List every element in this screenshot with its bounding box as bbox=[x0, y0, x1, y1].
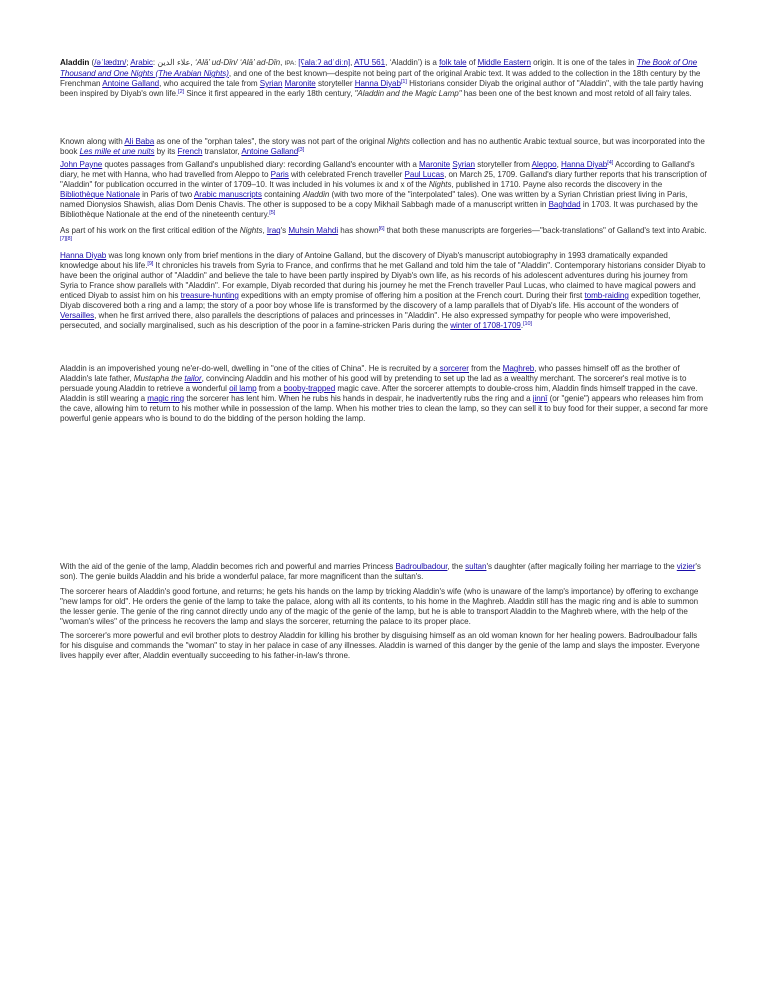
treasure-hunting-link[interactable]: treasure-hunting bbox=[180, 291, 239, 300]
maronite-link-2[interactable]: Maronite bbox=[419, 160, 451, 169]
text-run: , when he first arrived there, also parallels the descriptions of palaces and princesses in "Aladdin". He also expressed sympathy for people who were impoverished, persecuted, and socially marginalised, such as his description of the poor in a famine-stricken Paris during the bbox=[60, 311, 671, 330]
text-run: , on March 25, 1709. Galland's diary further reports that his transcription of "Aladdin" for publication occurred in the winter of 1709–10. It was included in his volumes ix and x of the bbox=[60, 170, 707, 189]
film-title: "Aladdin and the Magic Lamp" bbox=[354, 89, 462, 98]
intro-paragraph: Aladdin (/əˈlædɪn/; Arabic: علاء الدين, ‘Alā’ ud-Dīn/ ‘Alā’ ad-Dīn, IPA: [ʕalaːʔ adˈdiːn], ATU 561, ‘Aladdin’) is a folk tale of Middle Eastern origin. It is one of the tales in The Book of One Thousand and One Nights (The Arabian Nights), and one of the best known—despite not being part of the original Arabic text. It was added to the collection in the 18th century by the Frenchman Antoine Galland, who acquired the tale from Syrian Maronite storyteller Hanna Diyab[1] Historians consider Diyab the original author of "Aladdin", with the tale partly having been inspired by Diyab's own life.[2] Since it first appeared in the early 18th century, "Aladdin and the Magic Lamp" has been one of the best known and most retold of all fairy tales. bbox=[60, 58, 704, 98]
text-run: 's son). The genie builds Aladdin and his bride a wonderful palace, far more magnificent than the sultan's. bbox=[60, 562, 701, 581]
atu-gloss: ‘Aladdin’ bbox=[389, 58, 420, 67]
text-run: in Paris of two bbox=[139, 190, 194, 199]
text-run: in 1703. It was purchased by the Bibliothèque Nationale at the end of the nineteenth century. bbox=[60, 200, 698, 219]
orphan-tales-paragraph bbox=[60, 137, 708, 157]
text-run: . bbox=[520, 321, 524, 330]
reference-6[interactable]: [6] bbox=[378, 226, 385, 232]
text-run: , bbox=[556, 160, 561, 169]
text-run: the sorcerer has lent him. When he rubs his hands in despair, he inadvertently rubs the ring and a bbox=[184, 394, 533, 403]
aladdin-italic: Aladdin bbox=[302, 190, 330, 199]
diyab-paragraph bbox=[60, 251, 708, 331]
antoine-galland-link-2[interactable]: Antoine Galland bbox=[241, 147, 299, 156]
text-run: expeditions with an empty promise of offering him a position at the French court. During their first bbox=[238, 291, 585, 300]
reference-4[interactable]: [4] bbox=[607, 160, 614, 166]
plot-paragraph-2 bbox=[60, 562, 708, 582]
text-run: With the aid of the genie of the lamp, Aladdin becomes rich and powerful and marries Princess bbox=[60, 562, 396, 571]
text-run: was long known only from brief mentions in the diary of Antoine Galland, but the discovery of Diyab's manuscript autobiography in 1993 dramatically expanded knowledge about his life. bbox=[60, 251, 668, 270]
reference-1[interactable]: [1] bbox=[400, 79, 407, 85]
text-run: , and one of the best known—despite not being part of the original Arabic text. It was added to the collection in the 18th century by the Frenchman bbox=[60, 69, 701, 88]
text-run: , bbox=[262, 226, 267, 235]
jinni-link[interactable]: jinnī bbox=[532, 394, 548, 403]
nights-italic-3: Nights bbox=[239, 226, 263, 235]
text-run: Aladdin is an impoverished young ne'er-do-well, dwelling in "one of the cities of China". He is recruited by a bbox=[60, 364, 440, 373]
text-run: 's bbox=[280, 226, 289, 235]
text-run: as one of the "orphan tales", the story was not part of the original bbox=[154, 137, 388, 146]
plot-paragraph-1 bbox=[60, 364, 708, 424]
sultan-link[interactable]: sultan bbox=[465, 562, 487, 571]
text-run: , who acquired the tale from bbox=[159, 79, 260, 88]
text-run: has been one of the best known and most retold of all fairy tales. bbox=[461, 89, 692, 98]
arabic-transliteration: ‘Alā’ ud-Dīn/ ‘Alā’ ad-Dīn bbox=[194, 58, 281, 67]
text-run: from the bbox=[468, 364, 503, 373]
syrian-link-2[interactable]: Syrian bbox=[452, 160, 475, 169]
text-run: expedition together, Diyab discovered both a ring and a lamp; the story of a poor boy whose life is transformed by the discovery of a lamp parallels that of Diyab's life. His account of the wonders of bbox=[60, 291, 701, 310]
baghdad-link[interactable]: Baghdad bbox=[548, 200, 581, 209]
paris-link[interactable]: Paris bbox=[270, 170, 289, 179]
text-run: with celebrated French traveller bbox=[288, 170, 405, 179]
text-run: Known along with bbox=[60, 137, 125, 146]
ipa-arabic-link[interactable]: [ʕalaːʔ adˈdiːn] bbox=[298, 58, 351, 67]
maronite-link[interactable]: Maronite bbox=[284, 79, 316, 88]
middle-eastern-link[interactable]: Middle Eastern bbox=[477, 58, 531, 67]
mahdi-paragraph bbox=[60, 226, 708, 246]
reference-2[interactable]: [2] bbox=[178, 89, 185, 95]
title-word: Aladdin bbox=[60, 58, 90, 67]
text-run: of bbox=[466, 58, 478, 67]
versailles-link[interactable]: Versailles bbox=[60, 311, 95, 320]
hanna-diyab-link-2[interactable]: Hanna Diyab bbox=[560, 160, 608, 169]
oil-lamp-link[interactable]: oil lamp bbox=[229, 384, 257, 393]
antoine-galland-link[interactable]: Antoine Galland bbox=[102, 79, 160, 88]
ali-baba-link[interactable]: Ali Baba bbox=[124, 137, 155, 146]
mille-nuits-link[interactable] bbox=[80, 147, 155, 156]
text-run: , the bbox=[447, 562, 466, 571]
badroulbadour-link[interactable]: Badroulbadour bbox=[395, 562, 448, 571]
tomb-raiding-link[interactable]: tomb-raiding bbox=[584, 291, 629, 300]
mustapha-italic: Mustapha the bbox=[133, 374, 185, 383]
atu-link[interactable]: ATU 561 bbox=[354, 58, 386, 67]
sorcerer-link[interactable]: sorcerer bbox=[439, 364, 469, 373]
booby-trapped-link[interactable]: booby-trapped bbox=[283, 384, 336, 393]
arabic-link[interactable]: Arabic bbox=[130, 58, 153, 67]
nights-italic-2: Nights bbox=[428, 180, 452, 189]
text-run: ) is a bbox=[419, 58, 440, 67]
mille-nuits-title: Les mille et une nuits bbox=[79, 147, 155, 156]
text-run: storyteller bbox=[315, 79, 355, 88]
text-run: by its bbox=[154, 147, 178, 156]
syrian-link[interactable]: Syrian bbox=[259, 79, 283, 88]
ipa-label: IPA: bbox=[284, 60, 297, 67]
text-run: Since it first appeared in the early 18th century, bbox=[184, 89, 355, 98]
arabic-script: علاء الدين bbox=[157, 58, 191, 67]
aleppo-link[interactable]: Aleppo bbox=[531, 160, 557, 169]
text-run: As part of his work on the first critical edition of the bbox=[60, 226, 240, 235]
text-run: has shown bbox=[338, 226, 379, 235]
text-run: quotes passages from Galland's unpublished diary: recording Galland's encounter with a bbox=[102, 160, 420, 169]
magic-ring-link[interactable]: magic ring bbox=[147, 394, 185, 403]
reference-3[interactable]: [3] bbox=[298, 147, 305, 153]
payne-paragraph bbox=[60, 160, 708, 220]
text-run: magic cave. After the sorcerer attempts to double-cross him, Aladdin finds himself trapped in the cave. Aladdin is still wearing a bbox=[60, 384, 698, 403]
text-run: , convincing Aladdin and his mother of his good will by pretending to set up the lad as a wealthy merchant. The sorcerer's real motive is to persuade young Aladdin to retrieve a wonderful bbox=[60, 374, 687, 393]
reference-7-8[interactable]: [7][8] bbox=[60, 236, 72, 242]
text-run: (with two more of the "interpolated" tales). One was written by a Syrian Christian priest living in Paris, named Dionysios Shawish, alias Dom Denis Chavis. The other is supposed to be a copy Mikhail Sabbagh made of a manuscript written in bbox=[60, 190, 688, 209]
text-run: , who passes himself off as the brother of Aladdin's late father, bbox=[60, 364, 680, 383]
hanna-diyab-link-3[interactable]: Hanna Diyab bbox=[60, 251, 107, 260]
hanna-diyab-link[interactable]: Hanna Diyab bbox=[354, 79, 401, 88]
text-run: origin. It is one of the tales in bbox=[530, 58, 637, 67]
john-payne-link[interactable]: John Payne bbox=[60, 160, 103, 169]
ipa-link[interactable]: /əˈlædɪn/ bbox=[94, 58, 127, 67]
text-run: storyteller from bbox=[475, 160, 532, 169]
nights-italic: Nights bbox=[387, 137, 410, 146]
text-run: 's daughter (after magically foiling her marriage to the bbox=[486, 562, 677, 571]
plot-paragraph-3: The sorcerer hears of Aladdin's good fortune, and returns; he gets his hands on the lamp by tricking Aladdin's wife (who is unaware of the lamp's importance) by offering to exchange "new lamps for old". He orders the genie of the lamp to take the palace, along with all its contents, to his home in the Maghreb. Aladdin still has the magic ring and is able to summon the lesser genie. The genie of the ring cannot directly undo any of the magic of the genie of the lamp, but he is able to transport Aladdin to the Maghreb where, with the help of the "woman's wiles" of the princess he recovers the lamp and slays the sorcerer, returning the palace to its proper place. bbox=[60, 587, 699, 626]
text-run: containing bbox=[261, 190, 303, 199]
text-run: that both these manuscripts are forgeries—"back-translations" of Galland's text into Arabic. bbox=[384, 226, 707, 235]
text-run: Historians consider Diyab the original author of "Aladdin", with the tale partly having been inspired by Diyab's own life. bbox=[60, 79, 704, 98]
plot-paragraph-4: The sorcerer's more powerful and evil brother plots to destroy Aladdin for killing his brother by disguising himself as an old woman known for her healing powers. Badroulbadour falls for his disguise and commands the "woman" to stay in her palace in case of any illnesses. Aladdin is warned of this danger by the genie of the lamp and slays the imposter. Everyone lives happily ever after, Aladdin eventually succeeding to his father-in-law's throne. bbox=[60, 631, 700, 660]
text-run: from a bbox=[256, 384, 284, 393]
vizier-link[interactable]: vizier bbox=[676, 562, 696, 571]
bibliotheque-nationale-link[interactable]: Bibliothèque Nationale bbox=[60, 190, 140, 199]
muhsin-mahdi-link[interactable]: Muhsin Mahdi bbox=[288, 226, 339, 235]
iraq-link[interactable]: Iraq bbox=[266, 226, 281, 235]
reference-9[interactable]: [9] bbox=[147, 261, 154, 267]
tailor-link[interactable] bbox=[184, 374, 201, 383]
reference-5[interactable]: [5] bbox=[269, 210, 276, 216]
text-run: It chronicles his travels from Syria to France, and confirms that he met Galland and told him the tale of "Aladdin". Contemporary historians consider Diyab to have been the original author of "Aladdin" and believe the tale to have been partly inspired by Diyab's own life, as his records of his adolescent adventures during his journey from Syria to France show parallels with "Aladdin". For example, Diyab recorded that during his journey he met the French traveller Paul Lucas, who claimed to have magical powers and enticed Diyab to assist him on his bbox=[60, 261, 706, 300]
reference-10[interactable]: [10] bbox=[523, 321, 533, 327]
paul-lucas-link[interactable]: Paul Lucas bbox=[404, 170, 445, 179]
text-run: , published in 1710. Payne also records the discovery in the bbox=[451, 180, 663, 189]
folk-tale-link[interactable]: folk tale bbox=[439, 58, 467, 67]
text-run: According to Galland's diary, he met with Hanna, who had travelled from Aleppo to bbox=[60, 160, 695, 179]
winter-1708-link[interactable]: winter of 1708-1709 bbox=[450, 321, 521, 330]
text-run: collection and has no authentic Arabic textual source, but was incorporated into the book bbox=[60, 137, 705, 156]
maghreb-link[interactable]: Maghreb bbox=[502, 364, 535, 373]
arabian-nights-title: The Book of One Thousand and One Nights (The Arabian Nights) bbox=[60, 58, 698, 78]
text-run: translator, bbox=[202, 147, 242, 156]
tailor-italic: tailor bbox=[184, 374, 202, 383]
arabic-manuscripts-link[interactable]: Arabic manuscripts bbox=[193, 190, 262, 199]
french-link[interactable]: French bbox=[177, 147, 203, 156]
text-run: (or "genie") appears who releases him from the cave, allowing him to return to his mother while in possession of the lamp. When his mother tries to clean the lamp, so they can sell it to buy food for their supper, a second far more powerful genie appears who is bound to do the bidding of the person holding the lamp. bbox=[60, 394, 708, 423]
